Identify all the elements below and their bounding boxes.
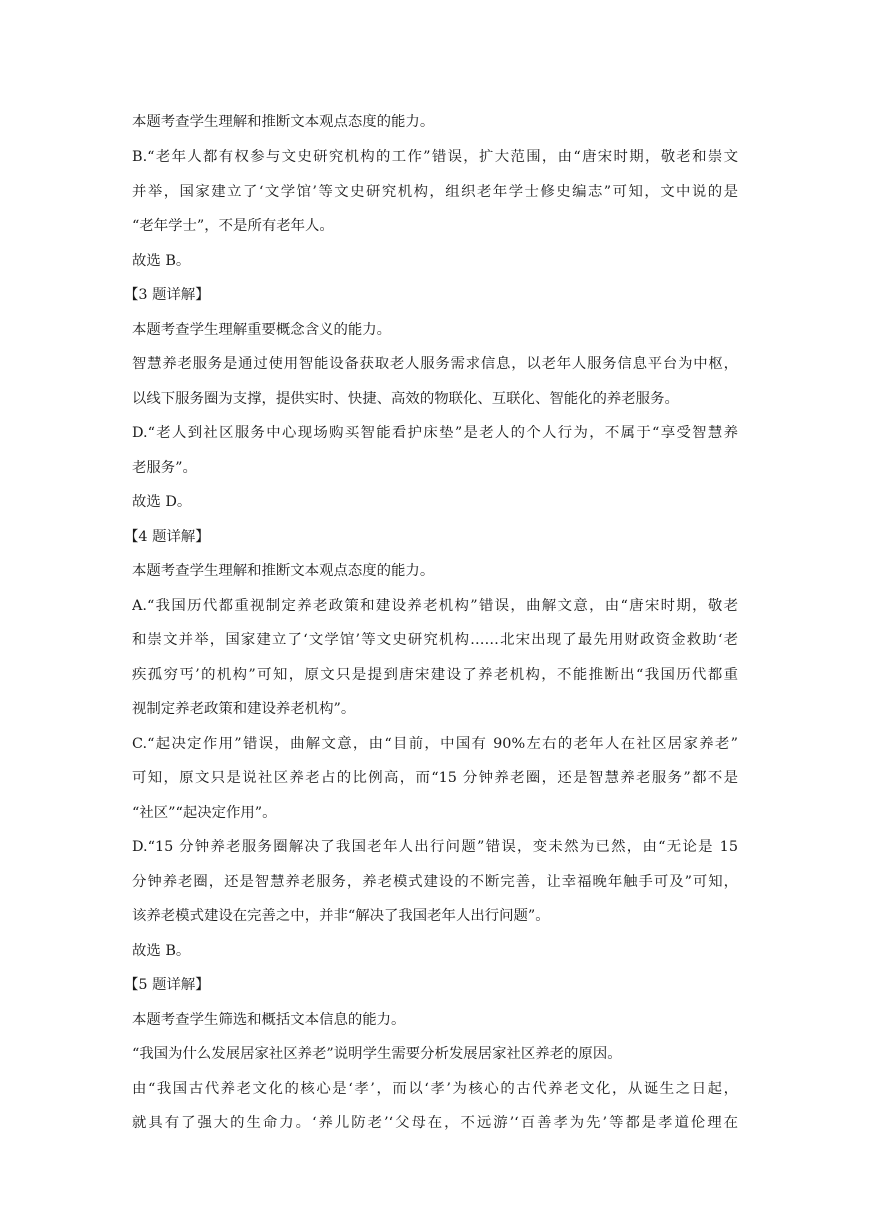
text-line: 并举，国家建立了‘文学馆’等文史研究机构，组织老年学士修史编志”可知，文中说的是 [132,184,738,200]
text-line: 故选 B。 [132,943,191,959]
text-line: 故选 B。 [132,253,191,269]
text-line: “我国为什么发展居家社区养老”说明学生需要分析发展居家社区养老的原因。 [132,1046,622,1062]
section-heading: 【5 题详解】 [124,977,210,993]
text-line: 视制定养老政策和建设养老机构”。 [132,701,356,717]
text-line: 该养老模式建设在完善之中，并非“解决了我国老年人出行问题”。 [132,908,550,924]
text-line: 疾孤穷丐’的机构”可知，原文只是提到唐宋建设了养老机构，不能推断出“我国历代都重 [132,667,738,683]
text-line: 本题考查学生理解重要概念含义的能力。 [132,322,392,338]
text-line: 和崇文并举，国家建立了‘文学馆’等文史研究机构……北宋出现了最先用财政资金救助‘老 [132,632,738,648]
text-line: “老年学士”，不是所有老年人。 [132,218,334,234]
section-heading: 【4 题详解】 [124,529,210,545]
text-line: 故选 D。 [132,494,192,510]
text-line: D.“老人到社区服务中心现场购买智能看护床垫”是老人的个人行为，不属于“享受智慧养 [132,425,738,441]
text-line: 可知，原文只是说社区养老占的比例高，而“15 分钟养老圈，还是智慧养老服务”都不是 [132,770,738,786]
text-line: 本题考查学生理解和推断文本观点态度的能力。 [132,114,435,130]
text-line: “社区”“起决定作用”。 [132,805,277,821]
text-line: 智慧养老服务是通过使用智能设备获取老人服务需求信息，以老年人服务信息平台为中枢， [132,356,738,372]
text-line: 老服务”。 [132,460,197,476]
text-line: 由“我国古代养老文化的核心是‘孝’，而以‘孝’为核心的古代养老文化，从诞生之日起， [132,1081,738,1097]
text-line: 分钟养老圈，还是智慧养老服务，养老模式建设的不断完善，让幸福晚年触手可及”可知， [132,874,738,890]
text-line: C.“起决定作用”错误，曲解文意，由“目前，中国有 90%左右的老年人在社区居家养老” [132,736,738,752]
text-line: 就具有了强大的生命力。‘养儿防老’‘父母在，不远游’‘百善孝为先’等都是孝道伦理在 [132,1115,738,1131]
text-line: 以线下服务圈为支撑，提供实时、快捷、高效的物联化、互联化、智能化的养老服务。 [132,391,679,407]
text-line: 本题考查学生筛选和概括文本信息的能力。 [132,1012,406,1028]
text-line: B.“老年人都有权参与文史研究机构的工作”错误，扩大范围，由“唐宋时期，敬老和崇文 [132,149,738,165]
text-line: A.“我国历代都重视制定养老政策和建设养老机构”错误，曲解文意，由“唐宋时期，敬老 [132,598,738,614]
text-line: 本题考查学生理解和推断文本观点态度的能力。 [132,563,435,579]
text-line: D.“15 分钟养老服务圈解决了我国老年人出行问题”错误，变未然为已然，由“无论是 15 [132,839,738,855]
section-heading: 【3 题详解】 [124,287,210,303]
